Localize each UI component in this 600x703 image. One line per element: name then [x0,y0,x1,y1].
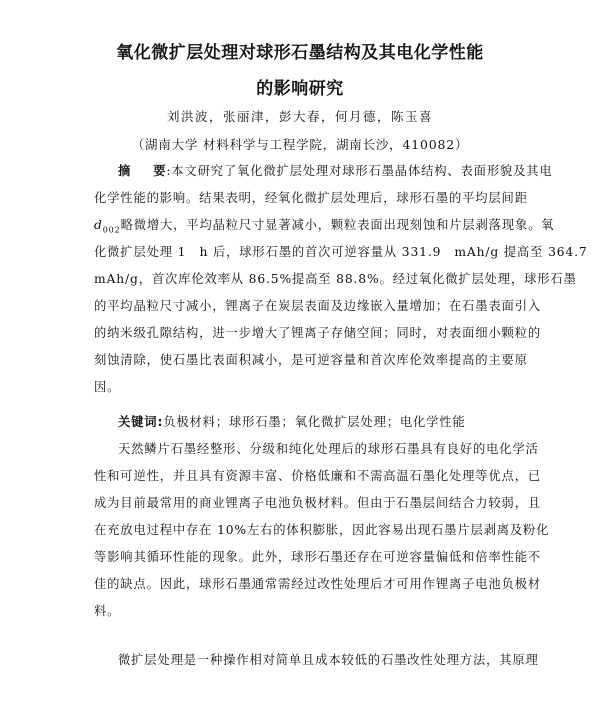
paper-title-line-1: 氧化微扩层处理对球形石墨结构及其电化学性能 [116,43,484,63]
abstract-line-1 [118,163,553,179]
body-line-3: 成为目前最常用的商业锂离子电池负极材料。但由于石墨层间结合力较弱，且 [94,496,541,510]
abstract-line-2: 化学性能的影响。结果表明，经氧化微扩层处理后，球形石墨的平均层间距 [94,191,528,205]
abstract-line-4: 化微扩层处理 1 h 后，球形石墨的首次可逆容量从 331.9 mAh/g 提高至 364.7 [94,245,588,259]
d002-subscript: 002 [102,225,121,235]
abstract-line-7: 的纳米级孔隙结构，进一步增大了锂离子存储空间；同时，对表面细小颗粒的 [94,326,541,340]
body-line-7: 料。 [94,604,121,618]
affiliation: （湖南大学 材料科学与工程学院，湖南长沙，410082） [131,137,469,152]
abstract-line-3 [94,217,554,238]
abstract-line-8: 刻蚀清除，使石墨比表面积减小，是可逆容量和首次库伦效率提高的主要原 [94,353,528,367]
abstract-label-second: 要 [153,164,167,178]
body-line-6: 佳的缺点。因此，球形石墨通常需经过改性处理后才可用作锂离子电池负极材 [94,577,541,591]
abstract-label-first: 摘 [118,164,132,178]
body-line-5: 等影响其循环性能的现象。此外，球形石墨还存在可逆容量偏低和倍率性能不 [94,550,541,564]
abstract-text-3: 略微增大，平均晶粒尺寸显著减小，颗粒表面出现刻蚀和片层剥落现象。氧 [120,218,555,232]
abstract-line-6: 的平均晶粒尺寸减小，锂离子在炭层表面及边缘嵌入量增加；在石墨表面引入 [94,299,541,313]
d002-symbol: d [94,218,103,232]
abstract-line-5: mAh/g，首次库伦效率从 86.5%提高至 88.8%。经过氧化微扩层处理，球形石墨 [94,272,577,286]
keywords-text: 负极材料；球形石墨；氧化微扩层处理；电化学性能 [163,415,466,429]
paper-title-line-2: 的影响研究 [256,79,344,99]
body-line-1: 天然鳞片石墨经整形、分级和纯化处理后的球形石墨具有良好的电化学活 [118,442,539,456]
body-line-4: 在充放电过程中存在 10%左右的体积膨胀，因此容易出现石墨片层剥离及粉化 [94,523,550,537]
keywords-line [118,414,466,430]
body-para2-line-1: 微扩层处理是一种操作相对简单且成本较低的石墨改性处理方法，其原理 [118,653,539,667]
abstract-line-9: 因。 [94,380,121,394]
abstract-text-1: :本文研究了氧化微扩层处理对球形石墨晶体结构、表面形貌及其电 [166,164,553,178]
body-line-2: 性和可逆性，并且具有资源丰富、价格低廉和不需高温石墨化处理等优点，已 [94,469,541,483]
author-list: 刘洪波，张丽津，彭大春，何月德，陈玉喜 [166,109,433,124]
keywords-label: 关键词: [118,415,164,429]
